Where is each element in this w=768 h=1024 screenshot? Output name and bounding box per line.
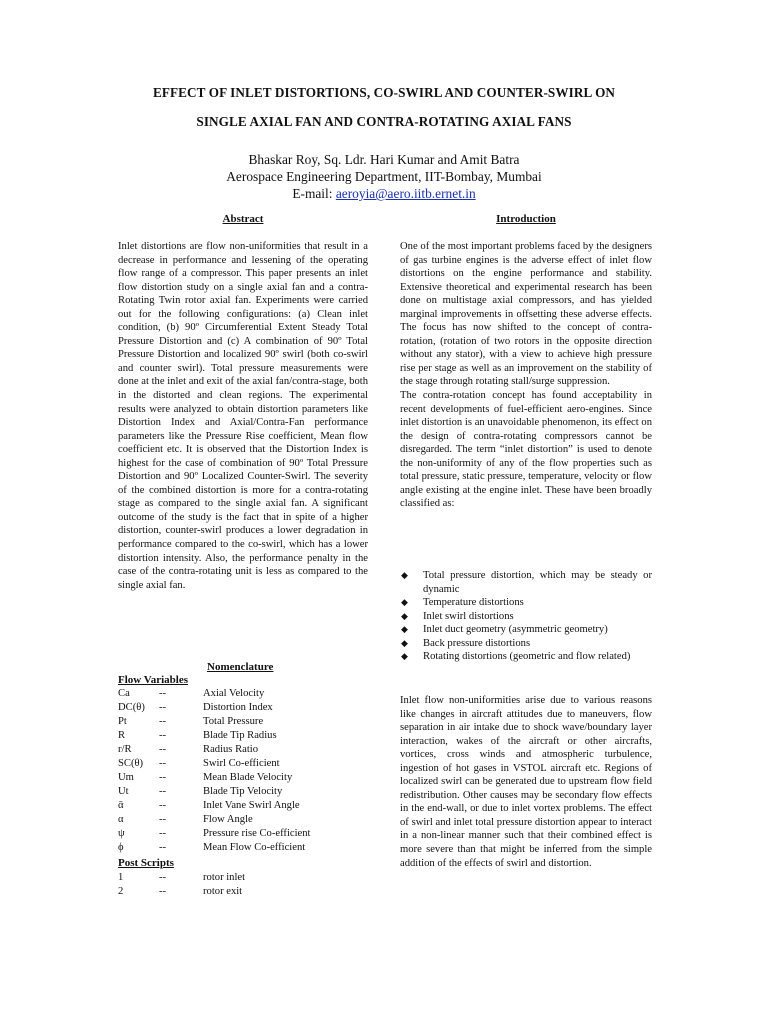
nomenclature-desc: Pressure rise Co-efficient xyxy=(203,828,311,839)
nomenclature-dash: -- xyxy=(159,702,167,713)
diamond-bullet-icon: ◆ xyxy=(401,597,408,608)
nomenclature-dash: -- xyxy=(159,688,167,699)
nomenclature-row xyxy=(118,786,378,800)
nomenclature-symbol: Ca xyxy=(118,688,130,699)
intro-paragraph-2: The contra-rotation concept has found acceptability in recent developments of fuel-efficient aero-engines. Since inlet distortion is an unavoidable phenomenon, its effect on the design of contra-rotating compressors cannot be disregarded. The term “inlet distortion” is used to denote the non-uniformity of any of the flow properties such as total pressure, static pressure, temperature, velocity or flow angle existing at the engine inlet. These have been broadly classified as: xyxy=(400,390,652,510)
nomenclature-row xyxy=(118,886,378,900)
nomenclature-symbol: R xyxy=(118,730,126,741)
diamond-bullet-icon: ◆ xyxy=(401,570,408,580)
flow-variables-heading: Flow Variables xyxy=(118,674,188,686)
nomenclature-dash: -- xyxy=(159,716,167,727)
nomenclature-dash: -- xyxy=(159,828,167,839)
paper-title-line-2: SINGLE AXIAL FAN AND CONTRA-ROTATING AXIAL FANS xyxy=(196,114,572,129)
introduction-heading: Introduction xyxy=(496,213,556,225)
nomenclature-dash: -- xyxy=(159,872,167,883)
nomenclature-desc: Distortion Index xyxy=(203,702,273,713)
nomenclature-dash: -- xyxy=(159,758,167,769)
abstract-heading: Abstract xyxy=(222,213,264,225)
nomenclature-row xyxy=(118,800,378,814)
email-label: E-mail: xyxy=(292,186,336,201)
nomenclature-row xyxy=(118,772,378,786)
author-email-line xyxy=(60,185,708,202)
nomenclature-dash: -- xyxy=(159,800,167,811)
nomenclature-dash: -- xyxy=(159,772,167,783)
nomenclature-desc: Flow Angle xyxy=(203,814,253,825)
nomenclature-heading: Nomenclature xyxy=(207,661,274,673)
paper-title-line-1: EFFECT OF INLET DISTORTIONS, CO-SWIRL AND COUNTER-SWIRL ON xyxy=(152,85,616,100)
nomenclature-row xyxy=(118,744,378,758)
list-item: ◆ Inlet swirl distortions xyxy=(401,610,514,622)
abstract-section xyxy=(118,240,368,592)
email-link[interactable]: aeroyia@aero.iitb.ernet.in xyxy=(335,186,476,201)
nomenclature-desc: Total Pressure xyxy=(203,716,264,727)
nomenclature-symbol: r/R xyxy=(118,744,132,755)
nomenclature-row xyxy=(118,872,378,886)
list-item: ◆ Inlet duct geometry (asymmetric geometry) xyxy=(401,624,608,636)
nomenclature-dash: -- xyxy=(159,886,167,897)
nomenclature-symbol: Um xyxy=(118,772,134,783)
abstract-text: Inlet distortions are flow non-uniformities that result in a decrease in performance and lessening of the operating flow range of a compressor. This paper presents an inlet flow distortion study on a single axial fan and a contra-Rotating Twin rotor axial fan. Experiments were carried out for the following configurations: (a) Clean inlet condition, (b) 90º Circumferential Extent Steady Total Pressure Distortion and (c) A combination of 90º Total Pressure Distortion and localized 90º swirl (both co-swirl and counter swirl). Total pressure measurements were done at the inlet and exit of the axial fan/contra-stage, both in the distorted and clean regions. The experimental results were analyzed to obtain distortion parameters like Distortion Index and Axial/Contra-Fan performance parameters like the Pressure Rise coefficient, Mean flow coefficient etc. It is observed that the Distortion Index is highest for the case of combination of 90º Total Pressure Distortion and 90º Localized Counter-Swirl. The severity of the combined distortion is more for a contra-rotating stage as compared to the single axial fan. A significant outcome of the study is the fact that in spite of a higher distortion, counter-swirl produces a lower degradation in performance compared to the co-swirl, which has a lower distortion intensity. Also, the performance penalty in the case of the contra-rotating unit is less as compared to the single axial fan. xyxy=(118,241,368,591)
introduction-section xyxy=(400,240,652,511)
nomenclature-row xyxy=(118,828,378,842)
diamond-bullet-icon: ◆ xyxy=(401,624,408,635)
nomenclature-row xyxy=(118,814,378,828)
nomenclature-row xyxy=(118,842,378,856)
nomenclature-dash: -- xyxy=(159,842,167,853)
nomenclature-desc: Inlet Vane Swirl Angle xyxy=(203,800,300,811)
nomenclature-symbol: ψ xyxy=(118,828,125,839)
diamond-bullet-icon: ◆ xyxy=(401,637,408,648)
author-names: Bhaskar Roy, Sq. Ldr. Hari Kumar and Amit Batra xyxy=(248,152,520,167)
nomenclature-symbol: ϕ xyxy=(118,842,124,853)
intro-paragraph-3: Inlet flow non-uniformities arise due to various reasons like changes in aircraft attitudes due to maneuvers, flow separation in air intake due to shock wave/boundary layer interaction, wakes of the aircraft or other aircrafts, vortices, cross winds and atmospheric turbulence, ingestion of hot gases in VSTOL aircraft etc. Regions of localized swirl can be generated due to upstream flow field redistribution. Other causes may be secondary flow effects in the end-wall, or due to inlet vortex problems. The effect of swirl and inlet total pressure distortion appear to interact in a non-linear manner such that their combined effect is more severe than that might be inferred from the simple addition of the effects of swirl and distortion. xyxy=(400,695,652,869)
nomenclature-desc: Mean Blade Velocity xyxy=(203,772,293,783)
nomenclature-desc: Swirl Co-efficient xyxy=(203,758,280,769)
nomenclature-desc: rotor exit xyxy=(203,886,243,897)
nomenclature-symbol: DC(θ) xyxy=(118,702,145,713)
nomenclature-dash: -- xyxy=(159,814,167,825)
diamond-bullet-icon: ◆ xyxy=(401,610,408,621)
list-item: ◆ Total pressure distortion, which may be steady or dynamic xyxy=(401,570,652,595)
list-item: ◆ Back pressure distortions xyxy=(401,637,531,649)
nomenclature-row xyxy=(118,688,378,702)
post-scripts-heading: Post Scripts xyxy=(118,857,174,869)
diamond-bullet-icon: ◆ xyxy=(401,651,408,662)
nomenclature-desc: Axial Velocity xyxy=(203,688,265,699)
nomenclature-symbol: ᾱ xyxy=(118,800,124,811)
nomenclature-dash: -- xyxy=(159,744,167,755)
nomenclature-symbol: Ut xyxy=(118,786,129,797)
nomenclature-symbol: SC(θ) xyxy=(118,758,144,769)
nomenclature-desc: rotor inlet xyxy=(203,872,246,883)
nomenclature-symbol: α xyxy=(118,814,124,825)
nomenclature-desc: Mean Flow Co-efficient xyxy=(203,842,306,853)
nomenclature-desc: Blade Tip Radius xyxy=(203,730,277,741)
nomenclature-symbol: Pt xyxy=(118,716,127,727)
introduction-section-continued xyxy=(400,694,652,870)
intro-paragraph-1: One of the most important problems faced by the designers of gas turbine engines is the adverse effect of inlet flow distortions on the engine performance and stability. Extensive theoretical and experimental research has been done on multistage axial compressors, and has yielded marginal improvements in offsetting these adverse effects. The focus has now shifted to the concept of contra-rotation, (rotation of two rotors in the opposite direction without any stator), with a view to achieve high pressure rise per stage as well as an improvement on the stability of the stage through rotating stall/surge suppression. xyxy=(400,241,652,388)
author-block xyxy=(60,151,708,202)
distortion-types-list xyxy=(400,569,652,664)
list-item: ◆ Rotating distortions (geometric and flow related) xyxy=(401,651,631,663)
nomenclature-desc: Radius Ratio xyxy=(203,744,259,755)
list-item: ◆ Temperature distortions xyxy=(401,597,524,609)
nomenclature-dash: -- xyxy=(159,786,167,797)
nomenclature-desc: Blade Tip Velocity xyxy=(203,786,283,797)
nomenclature-symbol: 1 xyxy=(118,872,124,883)
nomenclature-row xyxy=(118,716,378,730)
nomenclature-row xyxy=(118,730,378,744)
nomenclature-row xyxy=(118,758,378,772)
nomenclature-row xyxy=(118,702,378,716)
nomenclature-dash: -- xyxy=(159,730,167,741)
nomenclature-symbol: 2 xyxy=(118,886,124,897)
author-affiliation: Aerospace Engineering Department, IIT-Bombay, Mumbai xyxy=(226,169,542,184)
